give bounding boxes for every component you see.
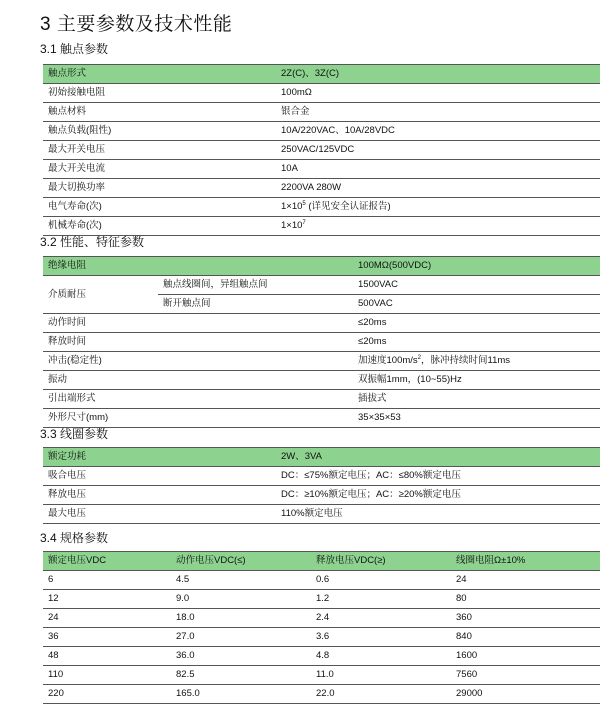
param-value: 110%额定电压: [276, 505, 600, 524]
table-row: [43, 448, 600, 467]
table-cell: 0.6: [311, 571, 451, 590]
table-row: [43, 198, 600, 217]
param-value: 35×35×53: [353, 409, 600, 428]
param-value: 双振幅1mm，(10~55)Hz: [353, 371, 600, 390]
param-value: 500VAC: [353, 295, 600, 314]
param-label: 吸合电压: [43, 467, 276, 486]
table-header-row: [43, 552, 600, 571]
table-row: [43, 276, 600, 295]
table-cell: 6: [43, 571, 171, 590]
param-sublabel: 断开触点间: [158, 295, 353, 314]
table-cell: 29000: [451, 685, 600, 704]
param-label: 动作时间: [43, 314, 353, 333]
section-title-coil: 3.3 线圈参数: [40, 427, 109, 441]
table-cell: 4.5: [171, 571, 311, 590]
param-label: 额定功耗: [43, 448, 276, 467]
table-row: [43, 409, 600, 428]
table-row: [43, 647, 600, 666]
table-cell: 220: [43, 685, 171, 704]
spec-table: [43, 551, 600, 704]
param-value: ≤20ms: [353, 314, 600, 333]
table-cell: 2.4: [311, 609, 451, 628]
table-cell: 360: [451, 609, 600, 628]
table-row: [43, 160, 600, 179]
param-value: 10A/220VAC、10A/28VDC: [276, 122, 600, 141]
table-row: [43, 103, 600, 122]
column-header: 额定电压VDC: [43, 552, 171, 571]
param-value: 2W、3VA: [276, 448, 600, 467]
param-label: 最大开关电流: [43, 160, 276, 179]
param-label: 振动: [43, 371, 353, 390]
table-cell: 11.0: [311, 666, 451, 685]
table-row: [43, 609, 600, 628]
section-title-spec: 3.4 规格参数: [40, 531, 109, 545]
table-cell: 27.0: [171, 628, 311, 647]
param-value: ≤20ms: [353, 333, 600, 352]
param-value: 1500VAC: [353, 276, 600, 295]
table-row: [43, 333, 600, 352]
table-row: [43, 141, 600, 160]
param-label: 释放电压: [43, 486, 276, 505]
table-cell: 165.0: [171, 685, 311, 704]
param-label: 触点材料: [43, 103, 276, 122]
column-header: 线圈电阻Ω±10%: [451, 552, 600, 571]
table-cell: 36.0: [171, 647, 311, 666]
coil-params-table: [43, 447, 600, 524]
table-cell: 80: [451, 590, 600, 609]
table-cell: 110: [43, 666, 171, 685]
table-cell: 18.0: [171, 609, 311, 628]
param-label: 最大电压: [43, 505, 276, 524]
table-row: [43, 371, 600, 390]
param-label: 电气寿命(次): [43, 198, 276, 217]
table-cell: 82.5: [171, 666, 311, 685]
table-row: [43, 84, 600, 103]
table-row: [43, 390, 600, 409]
table-row: [43, 666, 600, 685]
table-row: [43, 571, 600, 590]
table-cell: 9.0: [171, 590, 311, 609]
param-value: 2Z(C)、3Z(C): [276, 65, 600, 84]
param-label: 释放时间: [43, 333, 353, 352]
table-cell: 4.8: [311, 647, 451, 666]
param-value: DC：≤75%额定电压；AC：≤80%额定电压: [276, 467, 600, 486]
param-label: 触点形式: [43, 65, 276, 84]
param-label: 绝缘电阻: [43, 257, 353, 276]
param-label: 冲击(稳定性): [43, 352, 353, 371]
param-value: DC：≥10%额定电压；AC：≥20%额定电压: [276, 486, 600, 505]
table-row: [43, 685, 600, 704]
column-header: 释放电压VDC(≥): [311, 552, 451, 571]
table-cell: 24: [451, 571, 600, 590]
param-value: $1\times 10^5$ (详见安全认证报告): [276, 198, 600, 217]
table-cell: 48: [43, 647, 171, 666]
contact-params-table: [43, 64, 600, 236]
table-row: [43, 486, 600, 505]
table-row: [43, 505, 600, 524]
table-row: [43, 590, 600, 609]
table-row: [43, 314, 600, 333]
table-row: [43, 65, 600, 84]
section-title-contact: 3.1 触点参数: [40, 42, 109, 56]
param-value: 银合金: [276, 103, 600, 122]
param-value: 10A: [276, 160, 600, 179]
param-value: 250VAC/125VDC: [276, 141, 600, 160]
table-cell: 22.0: [311, 685, 451, 704]
performance-params-table: [43, 256, 600, 428]
param-label: 触点负载(阻性): [43, 122, 276, 141]
table-cell: 1.2: [311, 590, 451, 609]
param-label: 介质耐压: [43, 276, 158, 314]
table-cell: 24: [43, 609, 171, 628]
param-label: 外形尺寸(mm): [43, 409, 353, 428]
table-cell: 3.6: [311, 628, 451, 647]
table-cell: 36: [43, 628, 171, 647]
param-label: 初始接触电阻: [43, 84, 276, 103]
table-row: [43, 628, 600, 647]
param-label: 机械寿命(次): [43, 217, 276, 236]
param-label: 最大开关电压: [43, 141, 276, 160]
param-label: 引出端形式: [43, 390, 353, 409]
section-title-performance: 3.2 性能、特征参数: [40, 235, 145, 249]
table-row: [43, 122, 600, 141]
param-sublabel: 触点线圈间，异组触点间: [158, 276, 353, 295]
param-value: 插拔式: [353, 390, 600, 409]
param-value: 100mΩ: [276, 84, 600, 103]
page-title: 3 主要参数及技术性能: [40, 14, 233, 35]
table-row: [43, 257, 600, 276]
table-cell: 12: [43, 590, 171, 609]
superscript: 7: [302, 220, 306, 226]
column-header: 动作电压VDC(≤): [171, 552, 311, 571]
table-row: [43, 179, 600, 198]
superscript: 2: [417, 355, 422, 361]
superscript: 5: [302, 201, 306, 207]
table-cell: 7560: [451, 666, 600, 685]
param-value: 2200VA 280W: [276, 179, 600, 198]
param-value: 100MΩ(500VDC): [353, 257, 600, 276]
table-cell: 1600: [451, 647, 600, 666]
table-row: [43, 467, 600, 486]
table-cell: 840: [451, 628, 600, 647]
param-value: $1\times 10^7$: [276, 217, 600, 236]
table-row: [43, 352, 600, 371]
param-value: 加速度$100m/s^2$，脉冲持续时间11ms: [353, 352, 600, 371]
param-label: 最大切换功率: [43, 179, 276, 198]
